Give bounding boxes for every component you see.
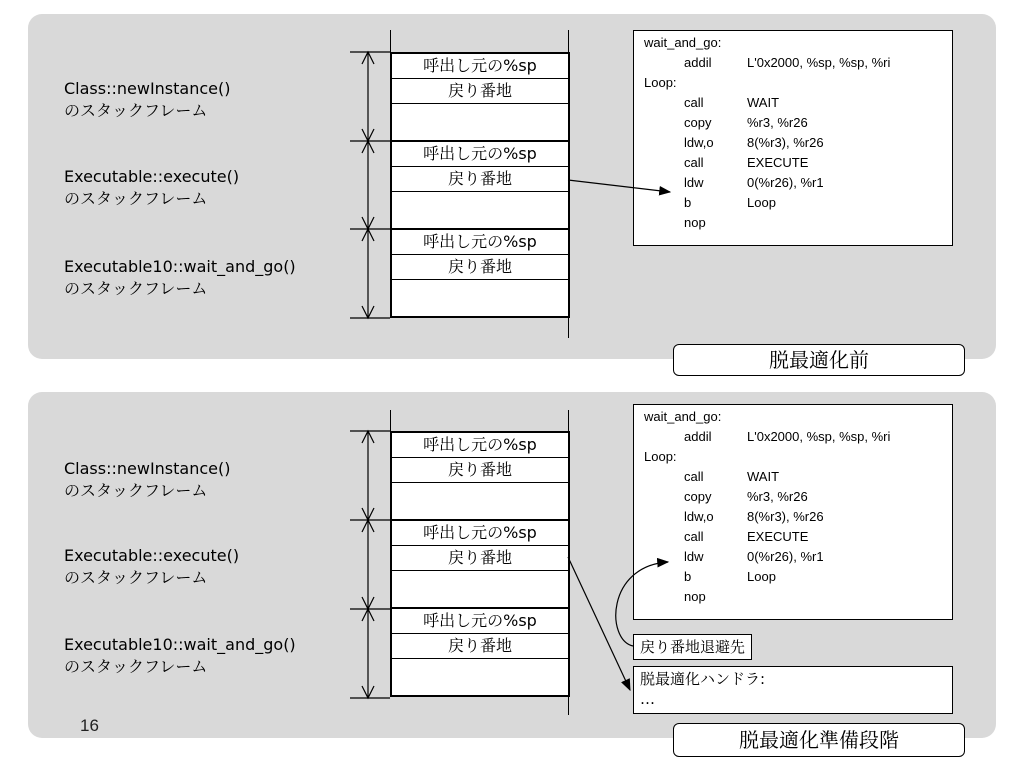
frame-label-execute: Executable::execute() のスタックフレーム [64,167,240,208]
frame-label-newinstance: Class::newInstance() のスタックフレーム [64,79,231,120]
frame-size-bracket [350,52,390,141]
caller-sp-cell: 呼出し元の%sp [392,142,568,167]
page-number: 16 [80,716,99,735]
return-address-cell: 戻り番地 [392,546,568,571]
frame-size-bracket [350,520,390,609]
code-arg: EXECUTE [747,155,809,170]
code-op: ldw [684,549,704,564]
code-arg: 8(%r3), %r26 [747,135,824,150]
code-arg: %r3, %r26 [747,489,808,504]
return-address-cell: 戻り番地 [392,79,568,104]
code-label-wait-and-go: wait_and_go: [644,409,722,424]
code-label-loop: Loop: [644,75,677,90]
caller-sp-cell: 呼出し元の%sp [392,521,568,546]
frame-label-wait-and-go: Executable10::wait_and_go() のスタックフレーム [64,635,296,676]
caller-sp-cell: 呼出し元の%sp [392,230,568,255]
code-arg: 0(%r26), %r1 [747,549,824,564]
title-deopt-preparation: 脱最適化準備段階 [673,723,965,757]
code-op: ldw [684,175,704,190]
code-op: call [684,155,704,170]
caller-sp-cell: 呼出し元の%sp [392,54,568,79]
code-arg: EXECUTE [747,529,809,544]
code-op: call [684,469,704,484]
return-address-cell: 戻り番地 [392,255,568,280]
frame-size-bracket [350,229,390,318]
frame-size-bracket [350,431,390,520]
code-arg: WAIT [747,469,780,484]
code-op: call [684,529,704,544]
code-op: nop [684,215,706,230]
deopt-handler-label: 脱最適化ハンドラ: [640,670,766,688]
code-op: copy [684,115,712,130]
code-arg: WAIT [747,95,780,110]
code-op: addil [684,429,712,444]
code-label-loop: Loop: [644,449,677,464]
code-op: copy [684,489,712,504]
caller-sp-cell: 呼出し元の%sp [392,609,568,634]
frame-label-newinstance: Class::newInstance() のスタックフレーム [64,459,231,500]
code-arg: Loop [747,569,776,584]
code-arg: L'0x2000, %sp, %sp, %ri [747,55,891,70]
return-address-cell: 戻り番地 [392,458,568,483]
handler-arrow [568,557,630,690]
code-op: ldw,o [684,135,714,150]
caller-sp-cell: 呼出し元の%sp [392,433,568,458]
frame-label-execute: Executable::execute() のスタックフレーム [64,546,240,587]
return-address-save-box: 戻り番地退避先 [633,634,752,660]
return-address-cell: 戻り番地 [392,167,568,192]
deopt-handler-ellipsis: … [640,690,655,708]
code-arg: L'0x2000, %sp, %sp, %ri [747,429,891,444]
return-address-arrow [568,180,670,192]
code-op: nop [684,589,706,604]
code-arg: 0(%r26), %r1 [747,175,824,190]
title-before-deopt: 脱最適化前 [673,344,965,376]
code-op: addil [684,55,712,70]
frame-size-bracket [350,609,390,698]
code-op: b [684,569,692,584]
code-op: b [684,195,692,210]
code-op: ldw,o [684,509,714,524]
frame-size-bracket [350,141,390,229]
code-arg: 8(%r3), %r26 [747,509,824,524]
code-label-wait-and-go: wait_and_go: [644,35,722,50]
saved-return-arrow [616,562,668,646]
code-arg: Loop [747,195,776,210]
code-op: call [684,95,704,110]
return-address-cell: 戻り番地 [392,634,568,659]
code-arg: %r3, %r26 [747,115,808,130]
frame-label-wait-and-go: Executable10::wait_and_go() のスタックフレーム [64,257,296,298]
